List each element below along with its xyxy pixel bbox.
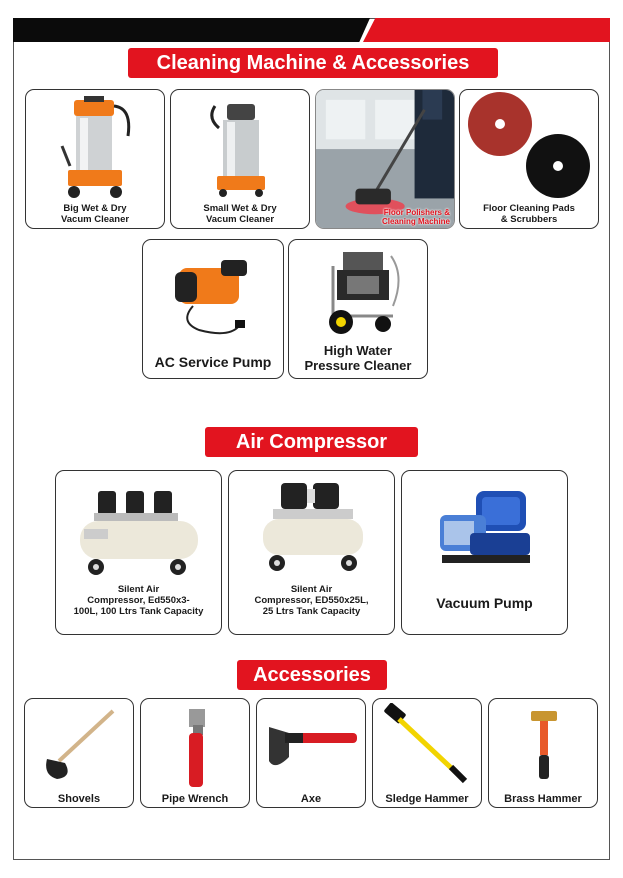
top-banner (13, 18, 610, 42)
card-floor-cleaning-pads[interactable] (459, 89, 599, 229)
card-silent-air-compressor-25l[interactable] (228, 470, 395, 635)
section-heading-cleaning: Cleaning Machine & Accessories (128, 48, 498, 78)
top-banner-black (13, 18, 370, 42)
big-vacuum-cleaner-image (58, 96, 136, 200)
card-axe[interactable] (256, 698, 366, 808)
pressure-cleaner-image (313, 246, 405, 338)
card-vacuum-pump[interactable] (401, 470, 568, 635)
axe-label: Axe (300, 793, 322, 805)
sledge-hammer-label: Sledge Hammer (385, 793, 469, 805)
big-vacuum-label: Big Wet & Dry Vacum Cleaner (60, 203, 130, 225)
silent-compressor-100l-image (74, 485, 204, 577)
card-shovels[interactable] (24, 698, 134, 808)
shovel-image (33, 705, 127, 781)
brass-hammer-image (527, 709, 561, 781)
small-vacuum-label: Small Wet & Dry Vacum Cleaner (203, 203, 277, 225)
card-small-vacuum-cleaner[interactable] (170, 89, 310, 229)
pipe-wrench-label: Pipe Wrench (161, 793, 229, 805)
pressure-cleaner-label: High Water Pressure Cleaner (304, 343, 412, 373)
vacuum-pump-label: Vacuum Pump (436, 595, 533, 611)
axe-image (263, 717, 361, 773)
silent-compressor-100l-label: Silent Air Compressor, Ed550x3- 100L, 100 Ltrs Tank Capacity (73, 584, 204, 617)
card-floor-polisher[interactable] (315, 89, 455, 229)
card-sledge-hammer[interactable] (372, 698, 482, 808)
card-silent-air-compressor-100l[interactable] (55, 470, 222, 635)
floor-pads-label: Floor Cleaning Pads & Scrubbers (483, 203, 575, 225)
small-vacuum-cleaner-image (205, 98, 277, 198)
silent-compressor-25l-image (257, 479, 369, 575)
top-banner-red (363, 18, 610, 42)
pipe-wrench-image (171, 705, 221, 789)
shovels-label: Shovels (57, 793, 101, 805)
ac-service-pump-label: AC Service Pump (154, 354, 272, 370)
silent-compressor-25l-label: Silent Air Compressor, ED550x25L, 25 Ltrs Tank Capacity (254, 584, 369, 617)
floor-polisher-label: Floor Polishers & Cleaning Machine (381, 208, 450, 227)
card-big-vacuum-cleaner[interactable] (25, 89, 165, 229)
section-heading-accessories: Accessories (237, 660, 387, 690)
brass-hammer-label: Brass Hammer (504, 793, 582, 805)
card-brass-hammer[interactable] (488, 698, 598, 808)
card-pipe-wrench[interactable] (140, 698, 250, 808)
floor-pads-image (462, 92, 598, 200)
sledge-hammer-image (381, 703, 475, 785)
ac-service-pump-image (169, 250, 259, 340)
vacuum-pump-image (430, 485, 542, 571)
card-high-water-pressure-cleaner[interactable] (288, 239, 428, 379)
section-heading-air-compressor: Air Compressor (205, 427, 418, 457)
card-ac-service-pump[interactable] (142, 239, 284, 379)
